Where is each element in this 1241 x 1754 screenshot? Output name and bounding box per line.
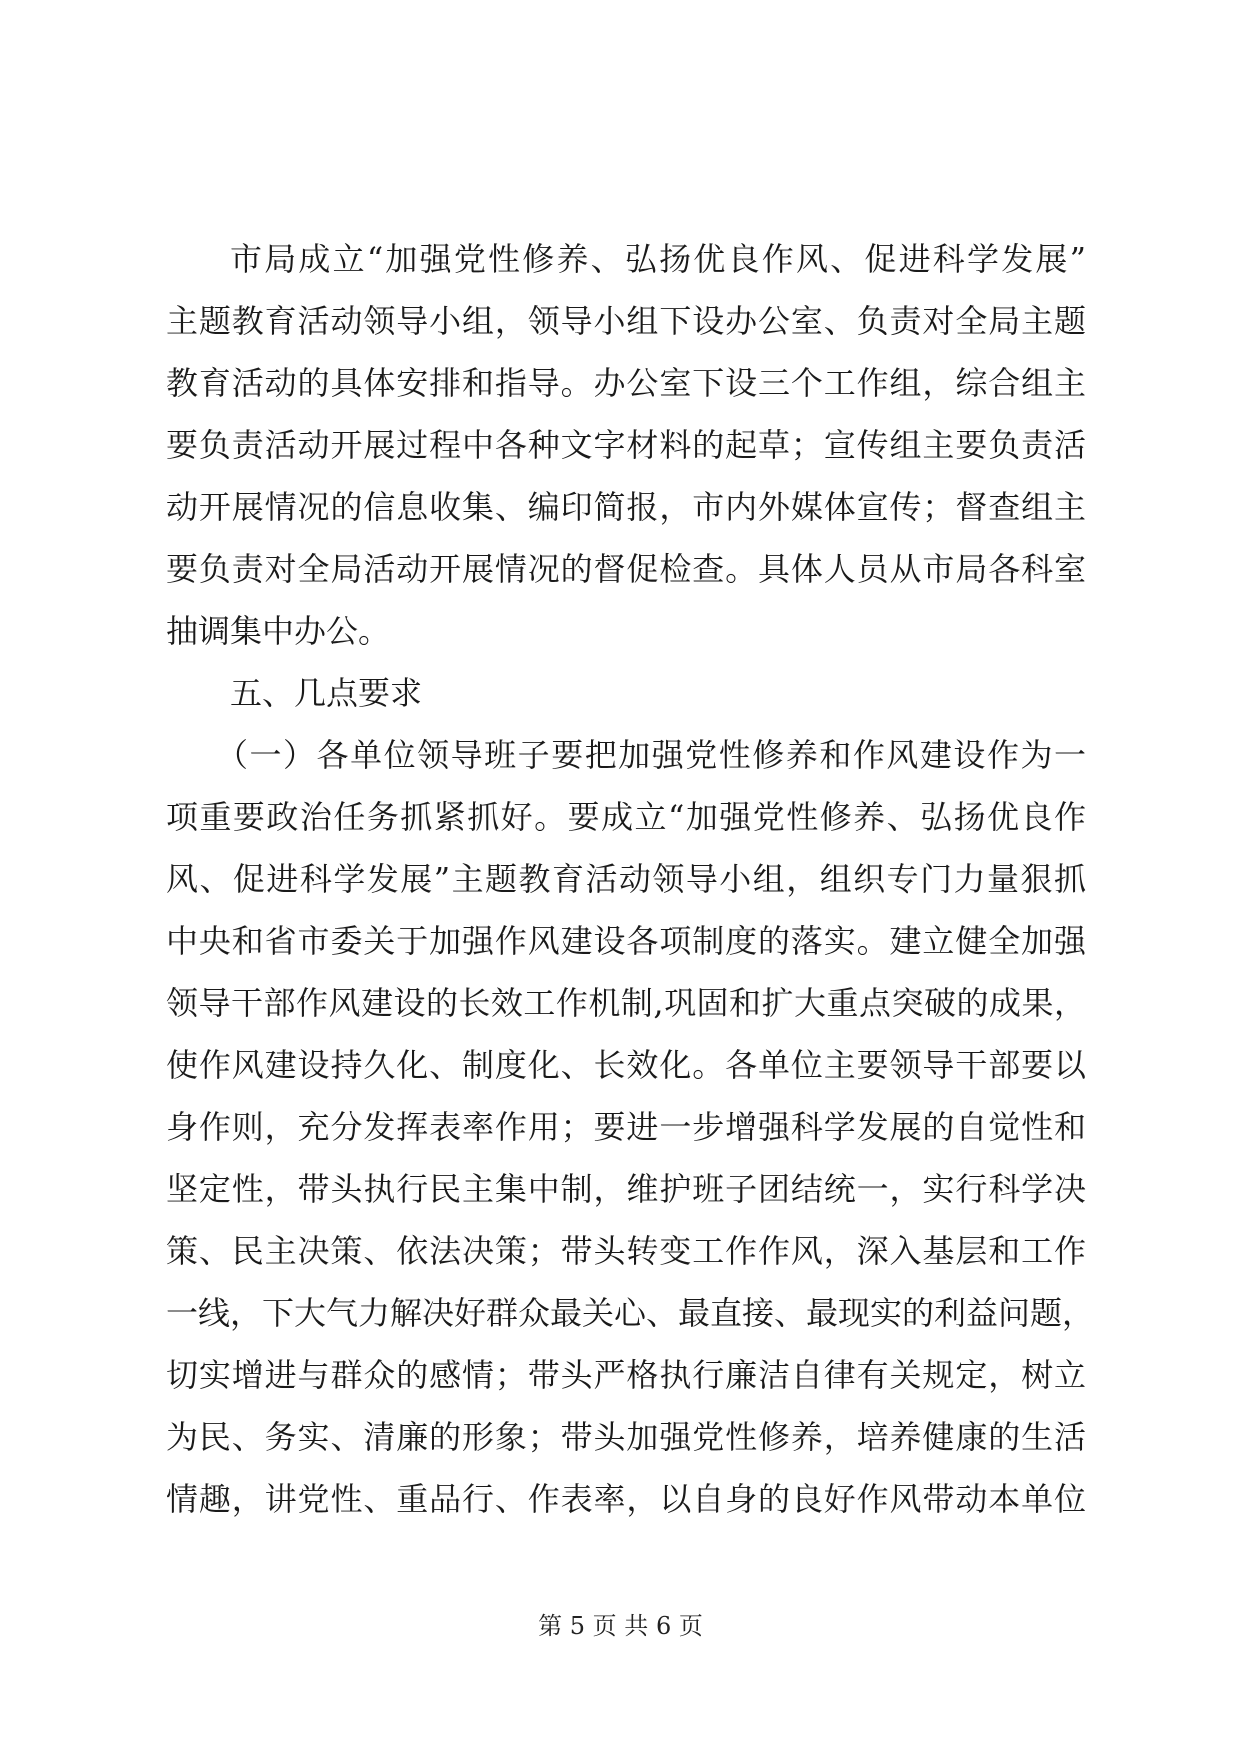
paragraph-2-line-8: 坚定性，带头执行民主集中制，维护班子团结统一，实行科学决 (166, 1170, 1086, 1208)
paragraph-2-line-7: 身作则，充分发挥表率作用；要进一步增强科学发展的自觉性和 (166, 1108, 1086, 1146)
paragraph-2-line-4: 中央和省市委关于加强作风建设各项制度的落实。建立健全加强 (166, 922, 1086, 960)
paragraph-2-line-11: 切实增进与群众的感情；带头严格执行廉洁自律有关规定，树立 (166, 1356, 1086, 1394)
paragraph-2-line-6: 使作风建设持久化、制度化、长效化。各单位主要领导干部要以 (166, 1046, 1086, 1084)
paragraph-1-line-4: 要负责活动开展过程中各种文字材料的起草；宣传组主要负责活 (166, 426, 1086, 464)
paragraph-2-line-1: （一）各单位领导班子要把加强党性修养和作风建设作为一 (216, 736, 1086, 774)
paragraph-2-line-3: 风、促进科学发展”主题教育活动领导小组，组织专门力量狠抓 (166, 860, 1086, 898)
paragraph-1-line-3: 教育活动的具体安排和指导。办公室下设三个工作组，综合组主 (166, 364, 1086, 402)
paragraph-1-line-2: 主题教育活动领导小组，领导小组下设办公室、负责对全局主题 (166, 302, 1086, 340)
paragraph-2-line-9: 策、民主决策、依法决策；带头转变工作作风，深入基层和工作 (166, 1232, 1086, 1270)
paragraph-2-line-10: 一线，下大气力解决好群众最关心、最直接、最现实的利益问题， (166, 1294, 1095, 1332)
paragraph-2-line-2: 项重要政治任务抓紧抓好。要成立“加强党性修养、弘扬优良作 (166, 798, 1086, 836)
paragraph-2-line-13: 情趣，讲党性、重品行、作表率，以自身的良好作风带动本单位 (166, 1480, 1086, 1518)
page-number-footer: 第 5 页 共 6 页 (538, 1612, 703, 1640)
paragraph-1-line-7: 抽调集中办公。 (166, 612, 391, 650)
paragraph-1-line-1: 市局成立“加强党性修养、弘扬优良作风、促进科学发展” (230, 240, 1086, 278)
paragraph-1-line-5: 动开展情况的信息收集、编印简报，市内外媒体宣传；督查组主 (166, 488, 1086, 526)
paragraph-2-line-5: 领导干部作风建设的长效工作机制,巩固和扩大重点突破的成果， (166, 984, 1086, 1022)
paragraph-2-line-12: 为民、务实、清廉的形象；带头加强党性修养，培养健康的生活 (166, 1418, 1086, 1456)
body-text (166, 228, 1095, 1530)
section-heading: 五、几点要求 (230, 674, 423, 712)
paragraph-1-line-6: 要负责对全局活动开展情况的督促检查。具体人员从市局各科室 (166, 550, 1086, 588)
